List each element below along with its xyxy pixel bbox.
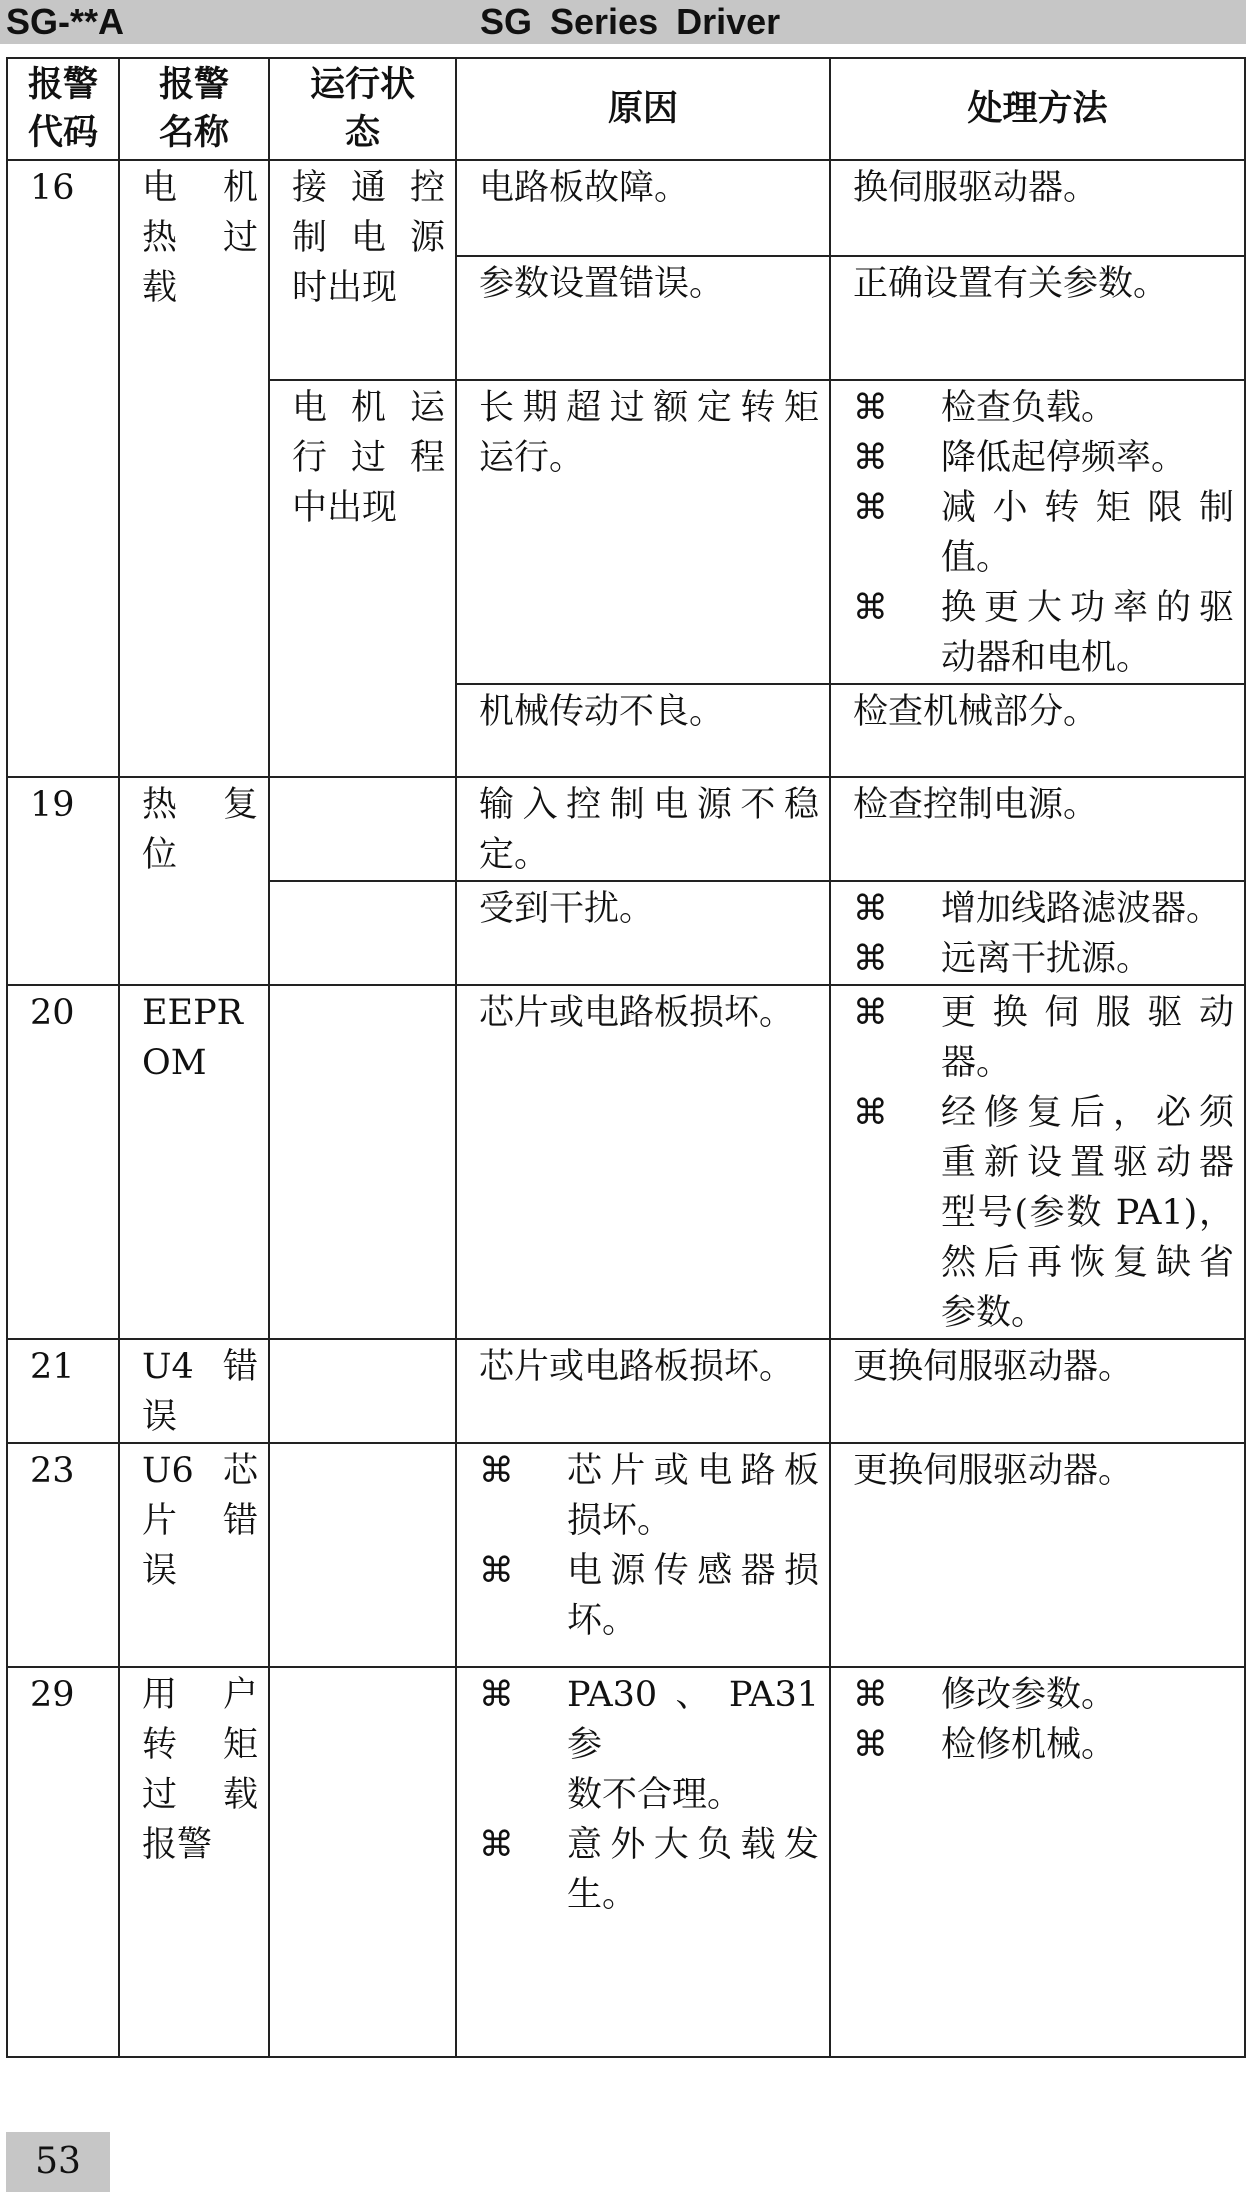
run-state [269, 1667, 456, 2057]
header-fix: 处理方法 [830, 58, 1245, 160]
table-row [7, 985, 1245, 1339]
alarm-name: 热 复 位 [119, 777, 269, 985]
cause: 电路板故障。 [456, 160, 830, 256]
fix: 换伺服驱动器。 [830, 160, 1245, 256]
fix: 检查机械部分。 [830, 684, 1245, 777]
cause: 长期超过额定转矩 运行。 [456, 380, 830, 684]
fix: 更换伺服驱动器。 [830, 1443, 1245, 1667]
command-icon: ⌘ [479, 1825, 514, 1865]
cause: 参数设置错误。 [456, 256, 830, 380]
alarm-code: 29 [7, 1667, 119, 2057]
page-header [0, 0, 1246, 44]
command-icon: ⌘ [479, 1451, 514, 1491]
fix [830, 1667, 1245, 2057]
run-state [269, 881, 456, 985]
bullet-item: ⌘ 降低起停频率。 [853, 433, 1234, 483]
table-row [7, 1667, 1245, 2057]
alarm-code: 23 [7, 1443, 119, 1667]
table-row [7, 160, 1245, 256]
cause: 芯片或电路板损坏。 [456, 1339, 830, 1443]
bullet-item: ⌘ 意外大负载发 生。 [479, 1820, 819, 1920]
header-alarm-code: 报警 代码 [7, 58, 119, 160]
bullet-item: ⌘ 换更大功率的驱 动器和电机。 [853, 583, 1234, 683]
fix [830, 985, 1245, 1339]
alarm-name: U6 芯 片 错 误 [119, 1443, 269, 1667]
bullet-item: ⌘ 减 小 转 矩 限 制 值。 [853, 483, 1234, 583]
bullet-item: ⌘ 远离干扰源。 [853, 934, 1234, 984]
fix: 正确设置有关参数。 [830, 256, 1245, 380]
bullet-item: ⌘ PA30、PA31 参 数不合理。 [479, 1670, 819, 1820]
cause [456, 1667, 830, 2057]
alarm-name: EEPR OM [119, 985, 269, 1339]
bullet-item: ⌘ 更 换 伺 服 驱 动 器。 [853, 988, 1234, 1088]
alarm-name: 用 户 转 矩 过 载 报警 [119, 1667, 269, 2057]
bullet-item: ⌘ 检查负载。 [853, 383, 1234, 433]
header-cause: 原因 [456, 58, 830, 160]
fix: 检查控制电源。 [830, 777, 1245, 881]
run-state [269, 1443, 456, 1667]
cause: 受到干扰。 [456, 881, 830, 985]
alarm-code: 21 [7, 1339, 119, 1443]
page-number: 53 [6, 2132, 110, 2192]
header-title: SG Series Driver [480, 1, 781, 42]
alarm-code: 20 [7, 985, 119, 1339]
bullet-item: ⌘ 电源传感器损 坏。 [479, 1546, 819, 1646]
header-alarm-name: 报警 名称 [119, 58, 269, 160]
run-state: 接 通 控 制 电 源 时出现 [269, 160, 456, 380]
bullet-item: ⌘ 检修机械。 [853, 1720, 1234, 1770]
command-icon: ⌘ [853, 588, 888, 628]
run-state [269, 1339, 456, 1443]
alarm-code: 19 [7, 777, 119, 985]
command-icon: ⌘ [479, 1675, 514, 1715]
command-icon: ⌘ [853, 388, 888, 428]
command-icon: ⌘ [853, 488, 888, 528]
run-state [269, 985, 456, 1339]
bullet-item: ⌘ 修改参数。 [853, 1670, 1234, 1720]
alarm-name: U4 错 误 [119, 1339, 269, 1443]
table-header-row [7, 58, 1245, 160]
alarm-name: 电 机 热 过 载 [119, 160, 269, 777]
model-label: SG-**A [6, 1, 125, 42]
cause: 输入控制电源不稳 定。 [456, 777, 830, 881]
table-row [7, 777, 1245, 881]
bullet-item: ⌘ 经修复后，必须 重新设置驱动器 型号(参数 PA1)， 然后再恢复缺省 参数。 [853, 1088, 1234, 1338]
table-row [7, 1443, 1245, 1667]
command-icon: ⌘ [853, 1675, 888, 1715]
cause: 芯片或电路板损坏。 [456, 985, 830, 1339]
command-icon: ⌘ [479, 1551, 514, 1591]
alarm-code: 16 [7, 160, 119, 777]
table-row [7, 1339, 1245, 1443]
fix: 更换伺服驱动器。 [830, 1339, 1245, 1443]
run-state: 电 机 运 行 过 程 中出现 [269, 380, 456, 777]
fix [830, 380, 1245, 684]
command-icon: ⌘ [853, 939, 888, 979]
alarm-table [6, 57, 1246, 2058]
command-icon: ⌘ [853, 438, 888, 478]
run-state [269, 777, 456, 881]
command-icon: ⌘ [853, 1725, 888, 1765]
bullet-item: ⌘ 增加线路滤波器。 [853, 884, 1234, 934]
cause [456, 1443, 830, 1667]
fix [830, 881, 1245, 985]
bullet-item: ⌘ 芯片或电路板 损坏。 [479, 1446, 819, 1546]
cause: 机械传动不良。 [456, 684, 830, 777]
command-icon: ⌘ [853, 993, 888, 1033]
command-icon: ⌘ [853, 1093, 888, 1133]
header-run-state: 运行状 态 [269, 58, 456, 160]
command-icon: ⌘ [853, 889, 888, 929]
